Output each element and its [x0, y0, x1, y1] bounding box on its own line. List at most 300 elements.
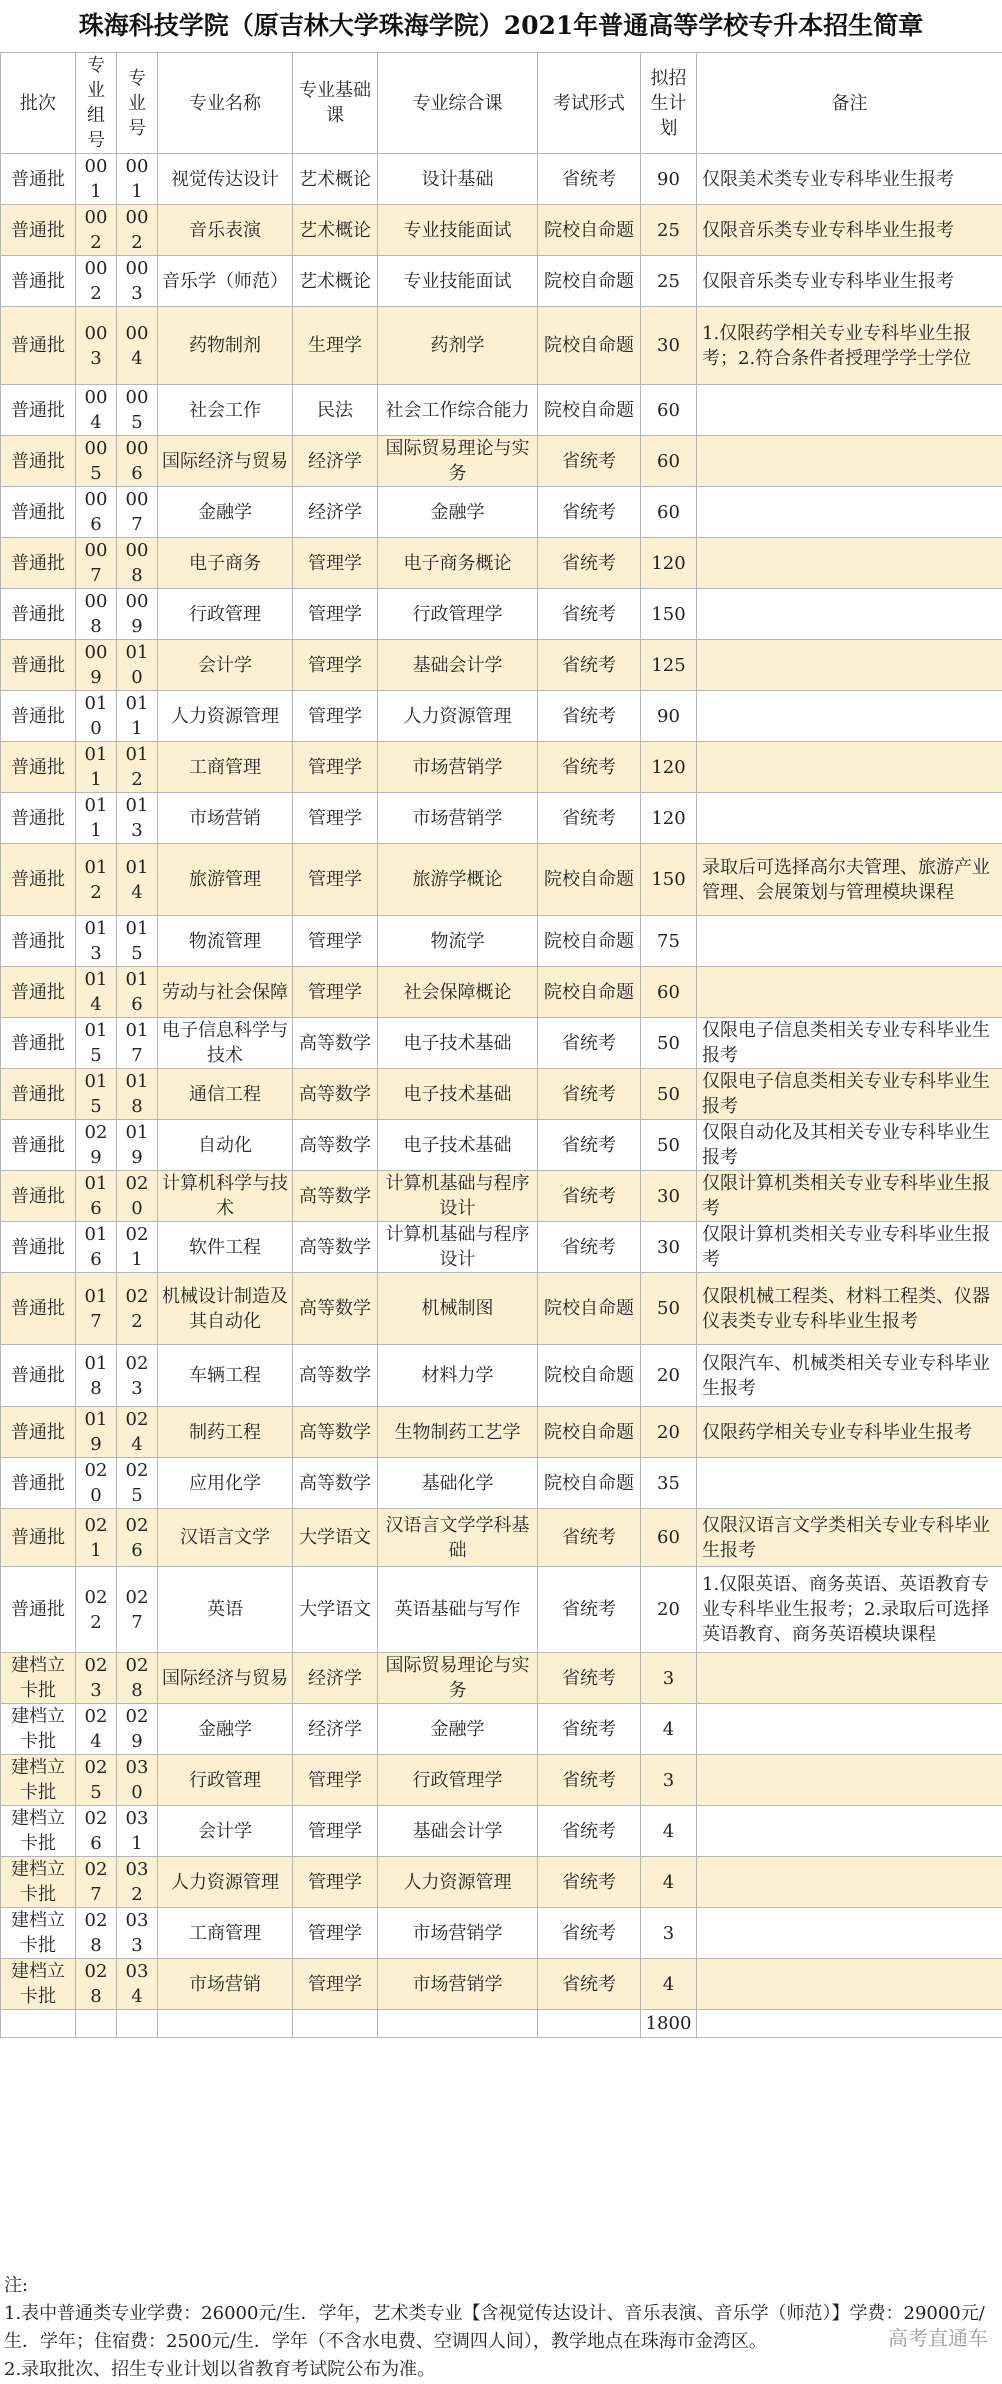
major-number-cell: 012: [117, 742, 158, 793]
remarks-cell: 仅限机械工程类、材料工程类、仪器仪表类专业专科毕业生报考: [697, 1273, 1002, 1345]
major-number-cell: 027: [117, 1567, 158, 1653]
table-row: [1, 1509, 1002, 1567]
table-row: [1, 205, 1002, 256]
batch-cell: 普通批: [1, 1222, 76, 1273]
major-name-cell: 软件工程: [158, 1222, 293, 1273]
major-name-cell: 市场营销: [158, 1959, 293, 2010]
comprehensive-course-cell: 基础会计学: [378, 1806, 538, 1857]
exam-type-cell: 省统考: [538, 1018, 641, 1069]
table-row: [1, 1908, 1002, 1959]
comprehensive-course-cell: 电子商务概论: [378, 538, 538, 589]
major-name-cell: 行政管理: [158, 1755, 293, 1806]
major-number-cell: 019: [117, 1120, 158, 1171]
basic-course-cell: 高等数学: [293, 1171, 378, 1222]
planned-enrollment-cell: 20: [641, 1407, 697, 1458]
basic-course-cell: 管理学: [293, 640, 378, 691]
footnote-heading: 注:: [4, 2272, 1002, 2300]
comprehensive-course-cell: 物流学: [378, 916, 538, 967]
planned-enrollment-cell: 90: [641, 691, 697, 742]
batch-cell: 建档立卡批: [1, 1806, 76, 1857]
planned-enrollment-cell: 35: [641, 1458, 697, 1509]
remarks-cell: [697, 487, 1002, 538]
comprehensive-course-cell: 基础会计学: [378, 640, 538, 691]
comprehensive-course-cell: 市场营销学: [378, 793, 538, 844]
comprehensive-course-cell: 基础化学: [378, 1458, 538, 1509]
major-name-cell: 劳动与社会保障: [158, 967, 293, 1018]
major-number-cell: 013: [117, 793, 158, 844]
total-row: [1, 2010, 1002, 2038]
table-row: [1, 256, 1002, 307]
planned-enrollment-cell: 4: [641, 1857, 697, 1908]
basic-course-cell: 管理学: [293, 691, 378, 742]
basic-course-cell: 经济学: [293, 1704, 378, 1755]
remarks-cell: 仅限计算机类相关专业专科毕业生报考: [697, 1222, 1002, 1273]
footnotes: [0, 2272, 1002, 2384]
table-row: [1, 487, 1002, 538]
major-name-cell: 制药工程: [158, 1407, 293, 1458]
table-row: [1, 307, 1002, 385]
comprehensive-course-cell: 市场营销学: [378, 742, 538, 793]
table-row: [1, 1755, 1002, 1806]
header-major-number: 专业号: [117, 53, 158, 154]
comprehensive-course-cell: 计算机基础与程序设计: [378, 1171, 538, 1222]
batch-cell: 普通批: [1, 916, 76, 967]
group-number-cell: 014: [76, 967, 117, 1018]
comprehensive-course-cell: 行政管理学: [378, 589, 538, 640]
major-name-cell: 音乐表演: [158, 205, 293, 256]
group-number-cell: 024: [76, 1704, 117, 1755]
major-number-cell: 016: [117, 967, 158, 1018]
basic-course-cell: 管理学: [293, 793, 378, 844]
table-row: [1, 1171, 1002, 1222]
remarks-cell: [697, 589, 1002, 640]
comprehensive-course-cell: 旅游学概论: [378, 844, 538, 916]
comprehensive-course-cell: 人力资源管理: [378, 691, 538, 742]
group-number-cell: 020: [76, 1458, 117, 1509]
planned-enrollment-cell: 150: [641, 844, 697, 916]
table-row: [1, 589, 1002, 640]
basic-course-cell: 管理学: [293, 538, 378, 589]
group-number-cell: 011: [76, 793, 117, 844]
batch-cell: 普通批: [1, 1509, 76, 1567]
major-name-cell: 金融学: [158, 1704, 293, 1755]
group-number-cell: 017: [76, 1273, 117, 1345]
batch-cell: 普通批: [1, 1345, 76, 1407]
planned-enrollment-cell: 4: [641, 1959, 697, 2010]
exam-type-cell: 省统考: [538, 1069, 641, 1120]
group-number-cell: 004: [76, 385, 117, 436]
header-planned-enrollment: 拟招生计划: [641, 53, 697, 154]
comprehensive-course-cell: 国际贸易理论与实务: [378, 1653, 538, 1704]
planned-enrollment-cell: 50: [641, 1273, 697, 1345]
remarks-cell: 1.仅限药学相关专业专科毕业生报考；2.符合条件者授理学学士学位: [697, 307, 1002, 385]
comprehensive-course-cell: 电子技术基础: [378, 1120, 538, 1171]
basic-course-cell: 高等数学: [293, 1273, 378, 1345]
basic-course-cell: 管理学: [293, 916, 378, 967]
group-number-cell: 029: [76, 1120, 117, 1171]
exam-type-cell: 院校自命题: [538, 967, 641, 1018]
header-remarks: 备注: [697, 53, 1002, 154]
group-number-cell: 027: [76, 1857, 117, 1908]
planned-enrollment-cell: 20: [641, 1567, 697, 1653]
batch-cell: 普通批: [1, 1458, 76, 1509]
batch-cell: 普通批: [1, 1273, 76, 1345]
batch-cell: 普通批: [1, 742, 76, 793]
major-name-cell: 计算机科学与技术: [158, 1171, 293, 1222]
batch-cell: 普通批: [1, 487, 76, 538]
planned-enrollment-cell: 30: [641, 307, 697, 385]
basic-course-cell: 经济学: [293, 436, 378, 487]
batch-cell: 普通批: [1, 385, 76, 436]
header-basic-course: 专业基础课: [293, 53, 378, 154]
page-title: 珠海科技学院（原吉林大学珠海学院）2021年普通高等学校专升本招生简章: [0, 0, 1002, 52]
group-number-cell: 012: [76, 844, 117, 916]
major-name-cell: 英语: [158, 1567, 293, 1653]
empty-cell: [378, 2010, 538, 2038]
major-number-cell: 004: [117, 307, 158, 385]
remarks-cell: [697, 742, 1002, 793]
total-enrollment-cell: 1800: [641, 2010, 697, 2038]
watermark: 高考直通车: [888, 2322, 988, 2351]
comprehensive-course-cell: 生物制药工艺学: [378, 1407, 538, 1458]
batch-cell: 普通批: [1, 1171, 76, 1222]
remarks-cell: 仅限电子信息类相关专业专科毕业生报考: [697, 1018, 1002, 1069]
basic-course-cell: 管理学: [293, 1959, 378, 2010]
table-row: [1, 1704, 1002, 1755]
batch-cell: 普通批: [1, 1120, 76, 1171]
basic-course-cell: 经济学: [293, 1653, 378, 1704]
basic-course-cell: 高等数学: [293, 1458, 378, 1509]
major-number-cell: 010: [117, 640, 158, 691]
major-name-cell: 社会工作: [158, 385, 293, 436]
footnote-tuition: 1.表中普通类专业学费：26000元/生．学年，艺术类专业【含视觉传达设计、音乐表演、音乐学（师范）】学费：29000元/生．学年；住宿费：2500元/生．学年（不含水电费、空调四人间），教学地点在珠海市金湾区。: [4, 2300, 1002, 2356]
group-number-cell: 011: [76, 742, 117, 793]
table-row: [1, 1345, 1002, 1407]
major-name-cell: 通信工程: [158, 1069, 293, 1120]
table-row: [1, 1069, 1002, 1120]
basic-course-cell: 艺术概论: [293, 256, 378, 307]
empty-cell: [538, 2010, 641, 2038]
exam-type-cell: 省统考: [538, 1806, 641, 1857]
major-name-cell: 工商管理: [158, 1908, 293, 1959]
basic-course-cell: 艺术概论: [293, 154, 378, 205]
remarks-cell: 仅限汽车、机械类相关专业专科毕业生报考: [697, 1345, 1002, 1407]
table-body: [1, 154, 1002, 2038]
major-number-cell: 007: [117, 487, 158, 538]
major-name-cell: 工商管理: [158, 742, 293, 793]
table-row: [1, 1653, 1002, 1704]
basic-course-cell: 高等数学: [293, 1222, 378, 1273]
planned-enrollment-cell: 3: [641, 1755, 697, 1806]
remarks-cell: [697, 436, 1002, 487]
table-row: [1, 967, 1002, 1018]
empty-cell: [158, 2010, 293, 2038]
major-name-cell: 会计学: [158, 1806, 293, 1857]
remarks-cell: [697, 1458, 1002, 1509]
remarks-cell: [697, 1806, 1002, 1857]
basic-course-cell: 高等数学: [293, 1407, 378, 1458]
planned-enrollment-cell: 50: [641, 1018, 697, 1069]
exam-type-cell: 省统考: [538, 1857, 641, 1908]
exam-type-cell: 院校自命题: [538, 916, 641, 967]
group-number-cell: 016: [76, 1171, 117, 1222]
planned-enrollment-cell: 50: [641, 1069, 697, 1120]
planned-enrollment-cell: 60: [641, 385, 697, 436]
header-exam-type: 考试形式: [538, 53, 641, 154]
exam-type-cell: 省统考: [538, 1171, 641, 1222]
exam-type-cell: 省统考: [538, 1567, 641, 1653]
footnote-batch-plan: 2.录取批次、招生专业计划以省教育考试院公布为准。: [4, 2356, 1002, 2384]
group-number-cell: 002: [76, 256, 117, 307]
basic-course-cell: 高等数学: [293, 1345, 378, 1407]
batch-cell: 普通批: [1, 307, 76, 385]
comprehensive-course-cell: 汉语言文学学科基础: [378, 1509, 538, 1567]
planned-enrollment-cell: 60: [641, 967, 697, 1018]
planned-enrollment-cell: 150: [641, 589, 697, 640]
remarks-cell: [697, 1653, 1002, 1704]
planned-enrollment-cell: 20: [641, 1345, 697, 1407]
table-row: [1, 154, 1002, 205]
comprehensive-course-cell: 社会保障概论: [378, 967, 538, 1018]
comprehensive-course-cell: 金融学: [378, 1704, 538, 1755]
planned-enrollment-cell: 3: [641, 1908, 697, 1959]
comprehensive-course-cell: 专业技能面试: [378, 205, 538, 256]
group-number-cell: 018: [76, 1345, 117, 1407]
major-name-cell: 市场营销: [158, 793, 293, 844]
batch-cell: 普通批: [1, 1018, 76, 1069]
major-number-cell: 014: [117, 844, 158, 916]
planned-enrollment-cell: 60: [641, 436, 697, 487]
exam-type-cell: 院校自命题: [538, 307, 641, 385]
batch-cell: 普通批: [1, 691, 76, 742]
exam-type-cell: 省统考: [538, 691, 641, 742]
group-number-cell: 022: [76, 1567, 117, 1653]
comprehensive-course-cell: 设计基础: [378, 154, 538, 205]
major-number-cell: 032: [117, 1857, 158, 1908]
comprehensive-course-cell: 市场营销学: [378, 1908, 538, 1959]
major-name-cell: 视觉传达设计: [158, 154, 293, 205]
remarks-cell: 仅限音乐类专业专科毕业生报考: [697, 256, 1002, 307]
exam-type-cell: 省统考: [538, 538, 641, 589]
batch-cell: 普通批: [1, 967, 76, 1018]
planned-enrollment-cell: 120: [641, 538, 697, 589]
major-name-cell: 行政管理: [158, 589, 293, 640]
table-row: [1, 793, 1002, 844]
major-number-cell: 033: [117, 1908, 158, 1959]
planned-enrollment-cell: 3: [641, 1653, 697, 1704]
comprehensive-course-cell: 金融学: [378, 487, 538, 538]
group-number-cell: 015: [76, 1069, 117, 1120]
group-number-cell: 021: [76, 1509, 117, 1567]
batch-cell: 普通批: [1, 436, 76, 487]
group-number-cell: 023: [76, 1653, 117, 1704]
group-number-cell: 015: [76, 1018, 117, 1069]
empty-cell: [1, 2010, 76, 2038]
batch-cell: 普通批: [1, 1567, 76, 1653]
batch-cell: 建档立卡批: [1, 1908, 76, 1959]
remarks-cell: 仅限美术类专业专科毕业生报考: [697, 154, 1002, 205]
group-number-cell: 028: [76, 1959, 117, 2010]
major-name-cell: 电子信息科学与技术: [158, 1018, 293, 1069]
major-number-cell: 031: [117, 1806, 158, 1857]
comprehensive-course-cell: 社会工作综合能力: [378, 385, 538, 436]
exam-type-cell: 省统考: [538, 1908, 641, 1959]
exam-type-cell: 省统考: [538, 487, 641, 538]
remarks-cell: 仅限电子信息类相关专业专科毕业生报考: [697, 1069, 1002, 1120]
major-name-cell: 旅游管理: [158, 844, 293, 916]
batch-cell: 普通批: [1, 538, 76, 589]
basic-course-cell: 管理学: [293, 1806, 378, 1857]
basic-course-cell: 大学语文: [293, 1509, 378, 1567]
exam-type-cell: 省统考: [538, 154, 641, 205]
batch-cell: 普通批: [1, 589, 76, 640]
basic-course-cell: 高等数学: [293, 1120, 378, 1171]
major-number-cell: 006: [117, 436, 158, 487]
empty-cell: [76, 2010, 117, 2038]
comprehensive-course-cell: 人力资源管理: [378, 1857, 538, 1908]
planned-enrollment-cell: 30: [641, 1222, 697, 1273]
basic-course-cell: 民法: [293, 385, 378, 436]
basic-course-cell: 管理学: [293, 742, 378, 793]
major-name-cell: 国际经济与贸易: [158, 1653, 293, 1704]
table-row: [1, 1857, 1002, 1908]
major-number-cell: 021: [117, 1222, 158, 1273]
major-name-cell: 汉语言文学: [158, 1509, 293, 1567]
major-number-cell: 005: [117, 385, 158, 436]
table-row: [1, 436, 1002, 487]
group-number-cell: 010: [76, 691, 117, 742]
group-number-cell: 026: [76, 1806, 117, 1857]
planned-enrollment-cell: 120: [641, 793, 697, 844]
planned-enrollment-cell: 60: [641, 1509, 697, 1567]
group-number-cell: 001: [76, 154, 117, 205]
admissions-table: [0, 52, 1002, 2038]
group-number-cell: 013: [76, 916, 117, 967]
exam-type-cell: 省统考: [538, 1653, 641, 1704]
basic-course-cell: 管理学: [293, 1755, 378, 1806]
batch-cell: 普通批: [1, 793, 76, 844]
remarks-cell: 录取后可选择高尔夫管理、旅游产业管理、会展策划与管理模块课程: [697, 844, 1002, 916]
table-row: [1, 1959, 1002, 2010]
major-name-cell: 音乐学（师范）: [158, 256, 293, 307]
major-number-cell: 017: [117, 1018, 158, 1069]
group-number-cell: 016: [76, 1222, 117, 1273]
basic-course-cell: 管理学: [293, 967, 378, 1018]
batch-cell: 建档立卡批: [1, 1755, 76, 1806]
basic-course-cell: 生理学: [293, 307, 378, 385]
major-name-cell: 电子商务: [158, 538, 293, 589]
group-number-cell: 019: [76, 1407, 117, 1458]
table-row: [1, 1120, 1002, 1171]
major-number-cell: 022: [117, 1273, 158, 1345]
comprehensive-course-cell: 药剂学: [378, 307, 538, 385]
exam-type-cell: 省统考: [538, 589, 641, 640]
table-row: [1, 1018, 1002, 1069]
header-comprehensive-course: 专业综合课: [378, 53, 538, 154]
exam-type-cell: 省统考: [538, 1222, 641, 1273]
remarks-cell: 仅限音乐类专业专科毕业生报考: [697, 205, 1002, 256]
table-row: [1, 1458, 1002, 1509]
group-number-cell: 028: [76, 1908, 117, 1959]
major-number-cell: 023: [117, 1345, 158, 1407]
planned-enrollment-cell: 60: [641, 487, 697, 538]
planned-enrollment-cell: 25: [641, 205, 697, 256]
remarks-cell: 仅限自动化及其相关专业专科毕业生报考: [697, 1120, 1002, 1171]
exam-type-cell: 院校自命题: [538, 844, 641, 916]
remarks-cell: 1.仅限英语、商务英语、英语教育专业专科毕业生报考；2.录取后可选择英语教育、商务英语模块课程: [697, 1567, 1002, 1653]
empty-cell: [117, 2010, 158, 2038]
comprehensive-course-cell: 机械制图: [378, 1273, 538, 1345]
major-name-cell: 应用化学: [158, 1458, 293, 1509]
major-number-cell: 024: [117, 1407, 158, 1458]
major-number-cell: 003: [117, 256, 158, 307]
group-number-cell: 009: [76, 640, 117, 691]
batch-cell: 建档立卡批: [1, 1704, 76, 1755]
exam-type-cell: 院校自命题: [538, 1458, 641, 1509]
remarks-cell: [697, 916, 1002, 967]
table-row: [1, 1567, 1002, 1653]
table-row: [1, 916, 1002, 967]
planned-enrollment-cell: 120: [641, 742, 697, 793]
batch-cell: 建档立卡批: [1, 1653, 76, 1704]
exam-type-cell: 省统考: [538, 1704, 641, 1755]
planned-enrollment-cell: 125: [641, 640, 697, 691]
major-name-cell: 药物制剂: [158, 307, 293, 385]
remarks-cell: [697, 691, 1002, 742]
remarks-cell: [697, 1704, 1002, 1755]
basic-course-cell: 艺术概论: [293, 205, 378, 256]
basic-course-cell: 高等数学: [293, 1069, 378, 1120]
exam-type-cell: 省统考: [538, 1755, 641, 1806]
exam-type-cell: 省统考: [538, 1509, 641, 1567]
header-batch: 批次: [1, 53, 76, 154]
major-number-cell: 030: [117, 1755, 158, 1806]
remarks-cell: 仅限计算机类相关专业专科毕业生报考: [697, 1171, 1002, 1222]
table-row: [1, 742, 1002, 793]
major-number-cell: 020: [117, 1171, 158, 1222]
exam-type-cell: 院校自命题: [538, 1407, 641, 1458]
comprehensive-course-cell: 电子技术基础: [378, 1018, 538, 1069]
group-number-cell: 008: [76, 589, 117, 640]
batch-cell: 建档立卡批: [1, 1857, 76, 1908]
remarks-cell: [697, 1908, 1002, 1959]
batch-cell: 建档立卡批: [1, 1959, 76, 2010]
basic-course-cell: 管理学: [293, 1908, 378, 1959]
major-name-cell: 金融学: [158, 487, 293, 538]
comprehensive-course-cell: 行政管理学: [378, 1755, 538, 1806]
comprehensive-course-cell: 电子技术基础: [378, 1069, 538, 1120]
comprehensive-course-cell: 计算机基础与程序设计: [378, 1222, 538, 1273]
header-major-name: 专业名称: [158, 53, 293, 154]
basic-course-cell: 经济学: [293, 487, 378, 538]
batch-cell: 普通批: [1, 154, 76, 205]
remarks-cell: [697, 385, 1002, 436]
exam-type-cell: 院校自命题: [538, 1273, 641, 1345]
comprehensive-course-cell: 英语基础与写作: [378, 1567, 538, 1653]
remarks-cell: [697, 967, 1002, 1018]
major-name-cell: 国际经济与贸易: [158, 436, 293, 487]
batch-cell: 普通批: [1, 844, 76, 916]
major-number-cell: 029: [117, 1704, 158, 1755]
comprehensive-course-cell: 市场营销学: [378, 1959, 538, 2010]
exam-type-cell: 省统考: [538, 640, 641, 691]
exam-type-cell: 省统考: [538, 1120, 641, 1171]
major-number-cell: 011: [117, 691, 158, 742]
table-row: [1, 1806, 1002, 1857]
group-number-cell: 003: [76, 307, 117, 385]
exam-type-cell: 省统考: [538, 1959, 641, 2010]
header-group-number: 专业组号: [76, 53, 117, 154]
